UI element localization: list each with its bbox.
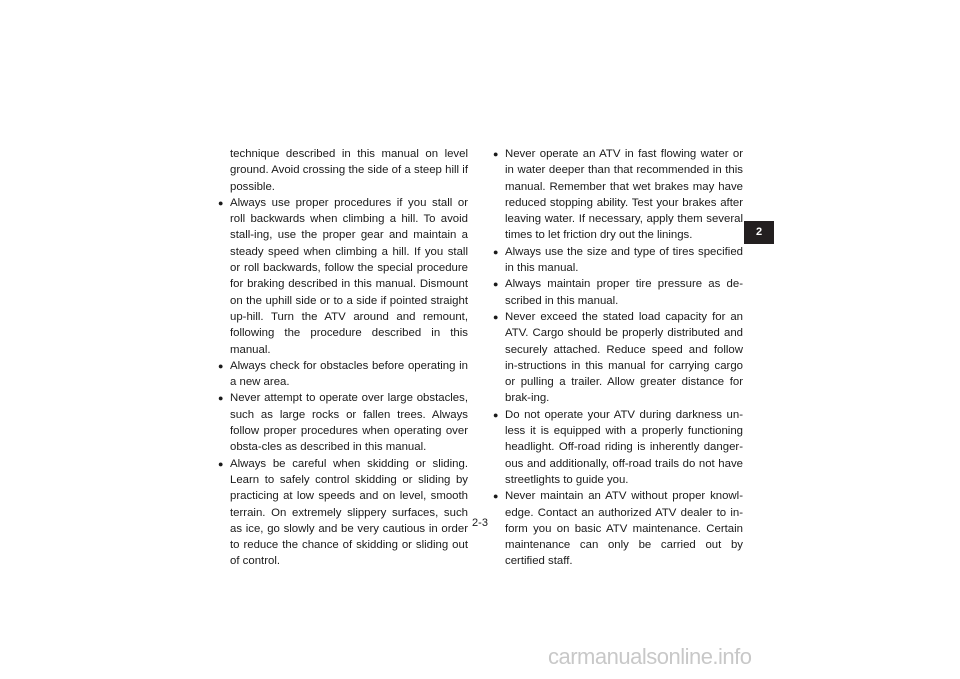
left-column	[218, 146, 468, 570]
continuation-text: technique described in this manual on level ground. Avoid crossing the side of a steep hill if possible.	[230, 148, 468, 193]
list-item-text: Always use the size and type of tires specified in this manual.	[505, 245, 743, 275]
bullet-icon: ●	[218, 458, 224, 469]
list-item-text: Always maintain proper tire pressure as de-scribed in this manual.	[505, 278, 743, 307]
list-item	[493, 407, 743, 488]
list-item-text: Always use proper procedures if you stall or roll backwards when climbing a hill. To avoid stall-ing, use the proper gear and maintain a steady speed when climbing a hill. If you stall or roll backwards, follow the special procedure for braking described in this manual. Dismount on the uphill side or to a side if pointed straight up-hill. Turn the ATV around and remount, following the procedure described in this manual.	[230, 196, 468, 356]
bullet-icon: ●	[493, 149, 499, 159]
list-item	[218, 358, 468, 391]
page-number: 2-3	[472, 517, 488, 529]
bullet-icon: ●	[493, 279, 499, 290]
watermark: carmanualsonline.info	[548, 644, 752, 669]
list-item	[493, 244, 743, 277]
list-item-text: Never attempt to operate over large obstacles, such as large rocks or fallen trees. Always follow proper procedures when operating over obsta-cles as described in this manual.	[230, 392, 468, 454]
list-item-text: Always check for obstacles before operating in a new area.	[230, 359, 468, 389]
list-item-text: Do not operate your ATV during darkness un-less it is equipped with a properly functioning headlight. Off-road riding is inherently danger-ous and additionally, off-road trails do not have streetlights to guide you.	[505, 408, 743, 486]
list-item	[493, 309, 743, 407]
list-item-text: Never maintain an ATV without proper knowl-edge. Contact an authorized ATV dealer to in-form you on basic ATV maintenance. Certain maintenance can only be carried out by certified staff.	[505, 490, 743, 568]
list-item-text: Never exceed the stated load capacity for an ATV. Cargo should be properly distributed and securely attached. Reduce speed and follow in-structions in this manual for carrying cargo or pulling a trailer. Allow greater distance for brak-ing.	[505, 310, 743, 405]
list-item	[218, 195, 468, 358]
section-tab: 2	[744, 221, 774, 244]
bullet-icon: ●	[218, 197, 224, 208]
list-item	[218, 456, 468, 570]
bullet-icon: ●	[218, 360, 224, 371]
bullet-icon: ●	[493, 491, 499, 502]
list-item	[493, 276, 743, 309]
list-item-text: Never operate an ATV in fast flowing water or in water deeper than that recommended in this manual. Remember that wet brakes may have reduced stopping ability. Test your brakes after leaving water. If necessary, apply them several times to let friction dry out the linings.	[505, 148, 743, 242]
list-item	[493, 146, 743, 244]
bullet-icon: ●	[493, 246, 499, 257]
right-column	[493, 146, 743, 570]
bullet-icon: ●	[493, 311, 499, 322]
list-item-text: Always be careful when skidding or sliding. Learn to safely control skidding or sliding by practicing at low speeds and on level, smooth terrain. On extremely slippery surfaces, such as ice, go slowly and be very cautious in order to reduce the chance of skidding or sliding out of control.	[230, 457, 468, 568]
list-item	[218, 390, 468, 455]
bullet-icon: ●	[218, 393, 224, 404]
bullet-icon: ●	[493, 409, 499, 420]
